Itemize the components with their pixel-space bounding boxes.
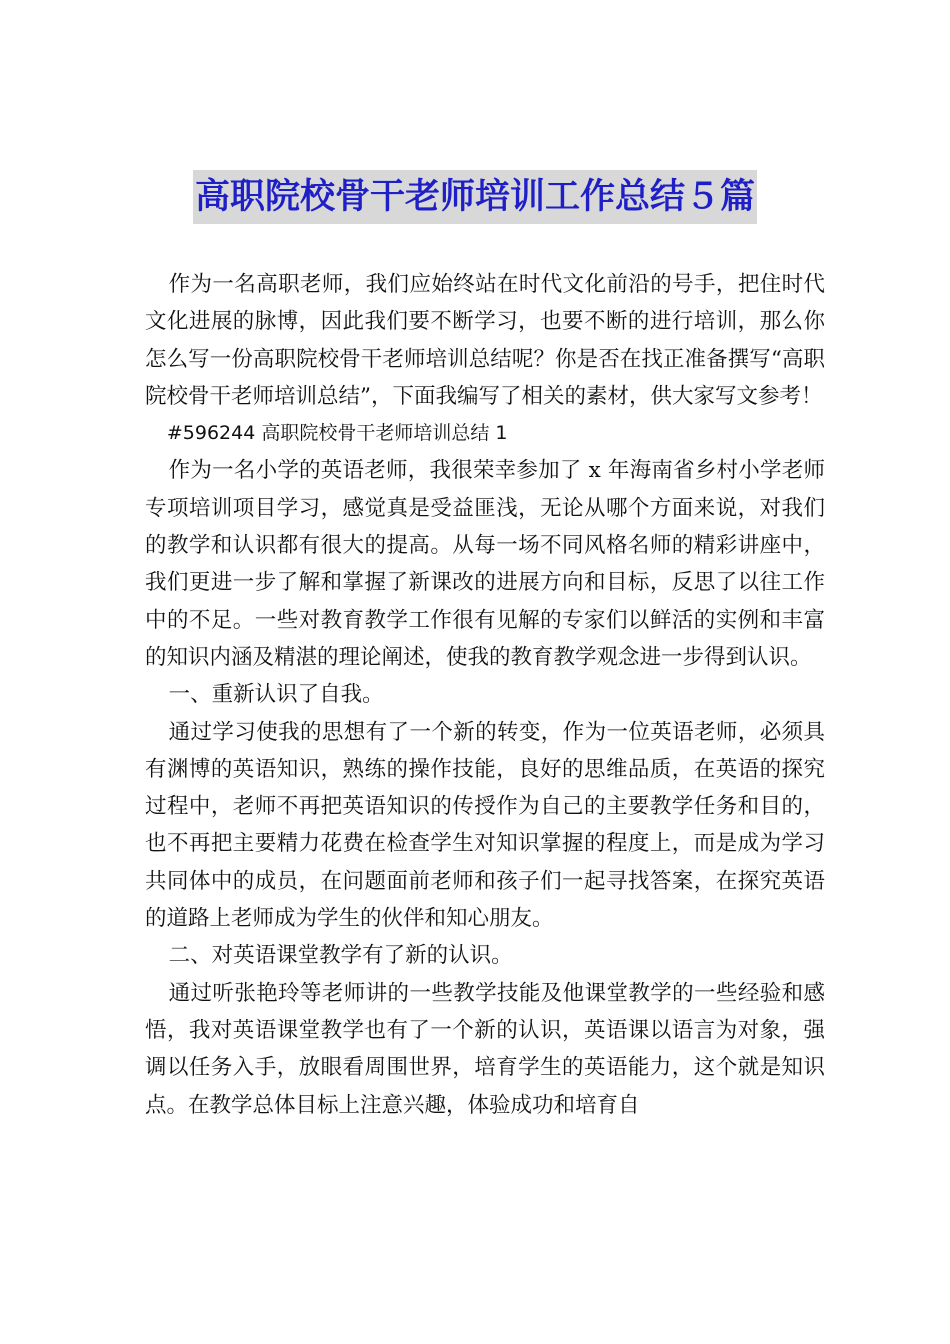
intro-paragraph: 作为一名高职老师，我们应始终站在时代文化前沿的号手，把住时代文化进展的脉博，因此我们要不断学习，也要不断的进行培训，那么你怎么写一份高职院校骨干老师培训总结呢？你是否在找正准备撰写“高职院校骨干老师培训总结”，下面我编写了相关的素材，供大家写文参考！ bbox=[145, 272, 825, 409]
section-heading-1: #596244 高职院校骨干老师培训总结 1 bbox=[166, 422, 508, 445]
subheading-2: 二、对英语课堂教学有了新的认识。 bbox=[168, 943, 513, 969]
document-title: 高职院校骨干老师培训工作总结５篇 bbox=[193, 170, 757, 224]
subheading-1: 一、重新认识了自我。 bbox=[168, 682, 384, 708]
title-container bbox=[0, 170, 950, 224]
document-body bbox=[145, 266, 825, 1124]
body-paragraph-3: 通过听张艳玲等老师讲的一些教学技能及他课堂教学的一些经验和感悟，我对英语课堂教学也有了一个新的认识，英语课以语言为对象，强调以任务入手，放眼看周围世界，培育学生的英语能力，这个就是知识点。在教学总体目标上注意兴趣，体验成功和培育自 bbox=[145, 980, 825, 1118]
body-paragraph-1: 作为一名小学的英语老师，我很荣幸参加了 x 年海南省乡村小学老师专项培训项目学习，感觉真是受益匪浅，无论从哪个方面来说，对我们的教学和认识都有很大的提高。从每一场不同风格名师的精彩讲座中，我们更进一步了解和掌握了新课改的进展方向和目标，反思了以往工作中的不足。一些对教育教学工作很有见解的专家们以鲜活的实例和丰富的知识内涵及精湛的理论阐述，使我的教育教学观念进一步得到认识。 bbox=[145, 458, 825, 670]
body-paragraph-2: 通过学习使我的思想有了一个新的转变，作为一位英语老师，必须具有渊博的英语知识，熟练的操作技能，良好的思维品质，在英语的探究过程中，老师不再把英语知识的传授作为自己的主要教学任务和目的，也不再把主要精力花费在检查学生对知识掌握的程度上，而是成为学习共同体中的成员，在问题面前老师和孩子们一起寻找答案，在探究英语的道路上老师成为学生的伙伴和知心朋友。 bbox=[145, 719, 825, 932]
